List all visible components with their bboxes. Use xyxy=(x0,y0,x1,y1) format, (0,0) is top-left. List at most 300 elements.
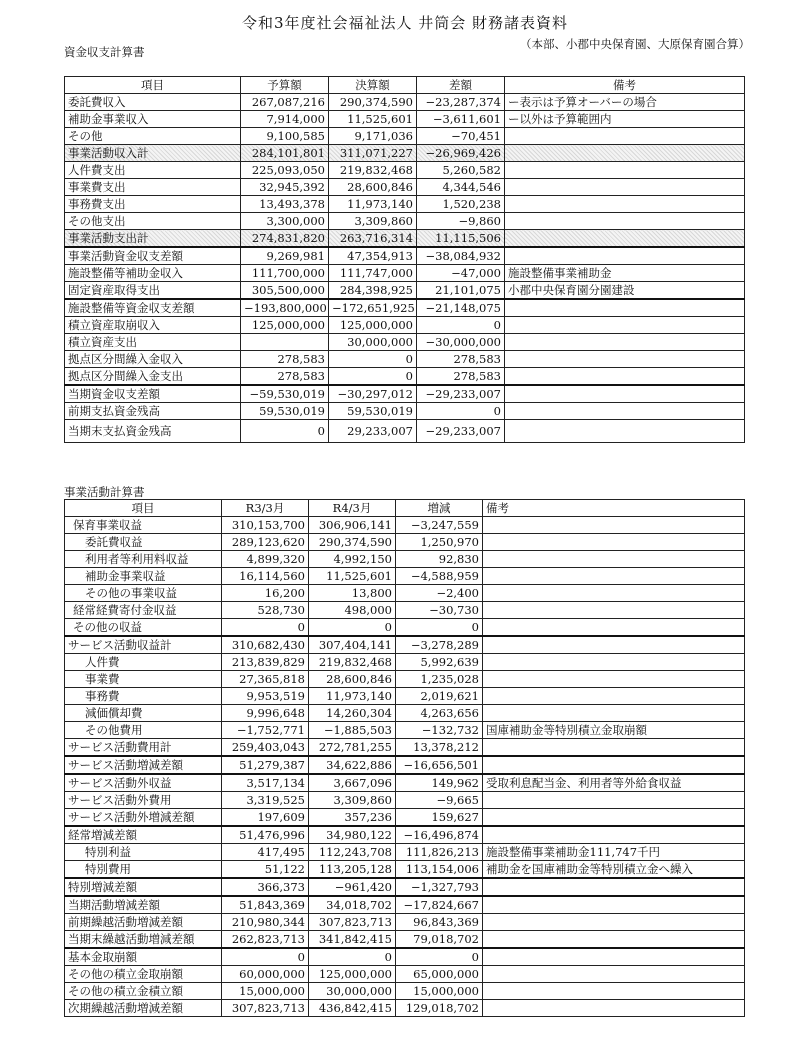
note-cell xyxy=(505,385,745,403)
note-cell xyxy=(505,420,745,443)
note-cell xyxy=(505,299,745,317)
change-cell: −16,656,501 xyxy=(396,756,483,774)
item-cell: 施設整備等資金収支差額 xyxy=(65,299,241,317)
column-header: 増減 xyxy=(396,500,483,517)
change-cell: −132,732 xyxy=(396,722,483,739)
change-cell: 113,154,006 xyxy=(396,861,483,879)
difference-cell: −29,233,007 xyxy=(417,385,505,403)
item-cell: 拠点区分間繰入金支出 xyxy=(65,368,241,386)
item-cell: その他の事業収益 xyxy=(65,585,222,602)
r3-amount-cell: 51,476,996 xyxy=(222,826,309,844)
change-cell: −2,400 xyxy=(396,585,483,602)
actual-amount-cell: 47,354,913 xyxy=(329,247,417,265)
r4-amount-cell: 30,000,000 xyxy=(309,983,396,1000)
item-cell: 次期繰越活動増減差額 xyxy=(65,1000,222,1017)
column-header: 項目 xyxy=(65,500,222,517)
r3-amount-cell: 51,279,387 xyxy=(222,756,309,774)
budget-amount-cell: 59,530,019 xyxy=(241,403,329,420)
note-cell: 小郡中央保育園分園建設 xyxy=(505,282,745,300)
note-cell xyxy=(483,826,745,844)
document-subtitle: （本部、小郡中央保育園、大原保育園合算） xyxy=(520,37,750,51)
budget-amount-cell: 0 xyxy=(241,420,329,443)
note-cell xyxy=(483,931,745,949)
note-cell xyxy=(483,914,745,931)
item-cell: サービス活動収益計 xyxy=(65,636,222,654)
difference-cell: −47,000 xyxy=(417,265,505,282)
actual-amount-cell: 125,000,000 xyxy=(329,317,417,334)
note-cell: 受取利息配当金、利用者等外給食収益 xyxy=(483,774,745,792)
note-cell xyxy=(483,602,745,619)
table-row xyxy=(65,111,745,128)
difference-cell: −26,969,426 xyxy=(417,145,505,162)
table-row xyxy=(65,809,745,827)
change-cell: 15,000,000 xyxy=(396,983,483,1000)
note-cell xyxy=(505,179,745,196)
column-header: 予算額 xyxy=(241,77,329,94)
r3-amount-cell: 51,122 xyxy=(222,861,309,879)
r4-amount-cell: 3,667,096 xyxy=(309,774,396,792)
actual-amount-cell: 59,530,019 xyxy=(329,403,417,420)
item-cell: サービス活動外収益 xyxy=(65,774,222,792)
note-cell xyxy=(505,128,745,145)
item-cell: 経常経費寄付金収益 xyxy=(65,602,222,619)
r4-amount-cell: 0 xyxy=(309,948,396,966)
table-row xyxy=(65,688,745,705)
r4-amount-cell: 34,980,122 xyxy=(309,826,396,844)
activity-section-label: 事業活動計算書 xyxy=(64,485,145,499)
r4-amount-cell: 498,000 xyxy=(309,602,396,619)
note-cell xyxy=(483,619,745,637)
change-cell: 5,992,639 xyxy=(396,654,483,671)
r3-amount-cell: 15,000,000 xyxy=(222,983,309,1000)
table-row xyxy=(65,602,745,619)
item-cell: 事務費支出 xyxy=(65,196,241,213)
item-cell: その他費用 xyxy=(65,722,222,739)
r3-amount-cell: 9,996,648 xyxy=(222,705,309,722)
actual-amount-cell: −172,651,925 xyxy=(329,299,417,317)
r4-amount-cell: 290,374,590 xyxy=(309,534,396,551)
note-cell xyxy=(505,213,745,230)
change-cell: 159,627 xyxy=(396,809,483,827)
r3-amount-cell: −1,752,771 xyxy=(222,722,309,739)
table-row xyxy=(65,517,745,534)
change-cell: −30,730 xyxy=(396,602,483,619)
r3-amount-cell: 210,980,344 xyxy=(222,914,309,931)
table-row xyxy=(65,196,745,213)
r4-amount-cell: 357,236 xyxy=(309,809,396,827)
note-cell xyxy=(505,162,745,179)
actual-amount-cell: 0 xyxy=(329,351,417,368)
note-cell xyxy=(483,705,745,722)
note-cell xyxy=(483,517,745,534)
item-cell: サービス活動費用計 xyxy=(65,739,222,757)
column-header: 備考 xyxy=(483,500,745,517)
budget-amount-cell: 9,269,981 xyxy=(241,247,329,265)
change-cell: 0 xyxy=(396,619,483,637)
note-cell xyxy=(483,654,745,671)
item-cell: 固定資産取得支出 xyxy=(65,282,241,300)
table-header-row xyxy=(65,500,745,517)
r4-amount-cell: 306,906,141 xyxy=(309,517,396,534)
item-cell: 積立資産支出 xyxy=(65,334,241,351)
actual-amount-cell: 311,071,227 xyxy=(329,145,417,162)
note-cell: 補助金を国庫補助金等特別積立金へ繰入 xyxy=(483,861,745,879)
change-cell: 96,843,369 xyxy=(396,914,483,931)
table-row xyxy=(65,826,745,844)
change-cell: 13,378,212 xyxy=(396,739,483,757)
budget-amount-cell: 305,500,000 xyxy=(241,282,329,300)
note-cell xyxy=(483,1000,745,1017)
change-cell: −3,247,559 xyxy=(396,517,483,534)
table-row xyxy=(65,128,745,145)
note-cell xyxy=(483,756,745,774)
note-cell xyxy=(483,878,745,896)
budget-amount-cell: 3,300,000 xyxy=(241,213,329,230)
r4-amount-cell: 307,823,713 xyxy=(309,914,396,931)
r4-amount-cell: −961,420 xyxy=(309,878,396,896)
r3-amount-cell: 3,319,525 xyxy=(222,792,309,809)
item-cell: 事業活動資金収支差額 xyxy=(65,247,241,265)
table-row xyxy=(65,551,745,568)
table-row xyxy=(65,265,745,282)
r4-amount-cell: 0 xyxy=(309,619,396,637)
item-cell: 人件費 xyxy=(65,654,222,671)
item-cell: 補助金事業収益 xyxy=(65,568,222,585)
item-cell: 事業費 xyxy=(65,671,222,688)
table-row xyxy=(65,914,745,931)
actual-amount-cell: 3,309,860 xyxy=(329,213,417,230)
difference-cell: 0 xyxy=(417,317,505,334)
actual-amount-cell: 9,171,036 xyxy=(329,128,417,145)
r3-amount-cell: 528,730 xyxy=(222,602,309,619)
item-cell: 前期繰越活動増減差額 xyxy=(65,914,222,931)
change-cell: 111,826,213 xyxy=(396,844,483,861)
column-header: 備考 xyxy=(505,77,745,94)
table-row xyxy=(65,351,745,368)
budget-amount-cell: 7,914,000 xyxy=(241,111,329,128)
r3-amount-cell: 289,123,620 xyxy=(222,534,309,551)
r3-amount-cell: 0 xyxy=(222,619,309,637)
table-row xyxy=(65,162,745,179)
r3-amount-cell: 4,899,320 xyxy=(222,551,309,568)
difference-cell: 21,101,075 xyxy=(417,282,505,300)
r4-amount-cell: 219,832,468 xyxy=(309,654,396,671)
document-title: 令和3年度社会福祉法人 井筒会 財務諸表資料 xyxy=(241,14,569,32)
column-header: 決算額 xyxy=(329,77,417,94)
item-cell: 施設整備等補助金収入 xyxy=(65,265,241,282)
item-cell: 減価償却費 xyxy=(65,705,222,722)
column-header: R3/3月 xyxy=(222,500,309,517)
table-row xyxy=(65,299,745,317)
difference-cell: 278,583 xyxy=(417,368,505,386)
note-cell xyxy=(483,534,745,551)
actual-amount-cell: 284,398,925 xyxy=(329,282,417,300)
note-cell xyxy=(483,809,745,827)
r4-amount-cell: 11,525,601 xyxy=(309,568,396,585)
r3-amount-cell: 16,200 xyxy=(222,585,309,602)
note-cell xyxy=(505,230,745,248)
table-row xyxy=(65,385,745,403)
r3-amount-cell: 9,953,519 xyxy=(222,688,309,705)
column-header: R4/3月 xyxy=(309,500,396,517)
actual-amount-cell: 0 xyxy=(329,368,417,386)
actual-amount-cell: 30,000,000 xyxy=(329,334,417,351)
note-cell xyxy=(505,247,745,265)
table-row xyxy=(65,568,745,585)
note-cell xyxy=(505,368,745,386)
item-cell: サービス活動外費用 xyxy=(65,792,222,809)
budget-amount-cell: −193,800,000 xyxy=(241,299,329,317)
r3-amount-cell: 366,373 xyxy=(222,878,309,896)
budget-section-label: 資金収支計算書 xyxy=(64,45,145,59)
item-cell: 委託費収益 xyxy=(65,534,222,551)
budget-amount-cell: 13,493,378 xyxy=(241,196,329,213)
change-cell: −9,665 xyxy=(396,792,483,809)
r4-amount-cell: 341,842,415 xyxy=(309,931,396,949)
item-cell: 当期資金収支差額 xyxy=(65,385,241,403)
table-row xyxy=(65,861,745,879)
r4-amount-cell: 307,404,141 xyxy=(309,636,396,654)
budget-amount-cell: 278,583 xyxy=(241,368,329,386)
change-cell: 79,018,702 xyxy=(396,931,483,949)
difference-cell: 278,583 xyxy=(417,351,505,368)
item-cell: サービス活動外増減差額 xyxy=(65,809,222,827)
item-cell: 補助金事業収入 xyxy=(65,111,241,128)
budget-amount-cell: 278,583 xyxy=(241,351,329,368)
item-cell: 事務費 xyxy=(65,688,222,705)
difference-cell: −23,287,374 xyxy=(417,94,505,111)
r3-amount-cell: 197,609 xyxy=(222,809,309,827)
difference-cell: −29,233,007 xyxy=(417,420,505,443)
r4-amount-cell: 14,260,304 xyxy=(309,705,396,722)
item-cell: 事業活動支出計 xyxy=(65,230,241,248)
budget-amount-cell: 125,000,000 xyxy=(241,317,329,334)
difference-cell: −38,084,932 xyxy=(417,247,505,265)
budget-table xyxy=(64,76,745,443)
r3-amount-cell: 16,114,560 xyxy=(222,568,309,585)
r4-amount-cell: 11,973,140 xyxy=(309,688,396,705)
r4-amount-cell: 3,309,860 xyxy=(309,792,396,809)
change-cell: 1,235,028 xyxy=(396,671,483,688)
difference-cell: 0 xyxy=(417,403,505,420)
note-cell xyxy=(483,896,745,914)
item-cell: 事業活動収入計 xyxy=(65,145,241,162)
item-cell: その他の積立金積立額 xyxy=(65,983,222,1000)
r3-amount-cell: 262,823,713 xyxy=(222,931,309,949)
r3-amount-cell: 51,843,369 xyxy=(222,896,309,914)
column-header: 項目 xyxy=(65,77,241,94)
item-cell: 経常増減差額 xyxy=(65,826,222,844)
change-cell: 1,250,970 xyxy=(396,534,483,551)
table-row xyxy=(65,705,745,722)
r3-amount-cell: 310,153,700 xyxy=(222,517,309,534)
actual-amount-cell: −30,297,012 xyxy=(329,385,417,403)
table-row xyxy=(65,722,745,739)
change-cell: 92,830 xyxy=(396,551,483,568)
table-row xyxy=(65,878,745,896)
r3-amount-cell: 3,517,134 xyxy=(222,774,309,792)
table-row xyxy=(65,896,745,914)
change-cell: 149,962 xyxy=(396,774,483,792)
note-cell xyxy=(505,145,745,162)
change-cell: 4,263,656 xyxy=(396,705,483,722)
table-row xyxy=(65,213,745,230)
item-cell: サービス活動増減差額 xyxy=(65,756,222,774)
difference-cell: −21,148,075 xyxy=(417,299,505,317)
r4-amount-cell: 34,018,702 xyxy=(309,896,396,914)
table-row xyxy=(65,179,745,196)
item-cell: その他 xyxy=(65,128,241,145)
actual-amount-cell: 11,973,140 xyxy=(329,196,417,213)
table-row xyxy=(65,334,745,351)
change-cell: 129,018,702 xyxy=(396,1000,483,1017)
actual-amount-cell: 29,233,007 xyxy=(329,420,417,443)
note-cell xyxy=(505,403,745,420)
note-cell xyxy=(483,948,745,966)
actual-amount-cell: 111,747,000 xyxy=(329,265,417,282)
item-cell: 委託費収入 xyxy=(65,94,241,111)
table-row xyxy=(65,739,745,757)
change-cell: 65,000,000 xyxy=(396,966,483,983)
note-cell: 国庫補助金等特別積立金取崩額 xyxy=(483,722,745,739)
table-row xyxy=(65,368,745,386)
difference-cell: 4,344,546 xyxy=(417,179,505,196)
note-cell xyxy=(483,792,745,809)
r4-amount-cell: 113,205,128 xyxy=(309,861,396,879)
item-cell: 事業費支出 xyxy=(65,179,241,196)
change-cell: −16,496,874 xyxy=(396,826,483,844)
item-cell: 特別利益 xyxy=(65,844,222,861)
item-cell: 当期末支払資金残高 xyxy=(65,420,241,443)
item-cell: 基本金取崩額 xyxy=(65,948,222,966)
table-row xyxy=(65,619,745,637)
change-cell: −4,588,959 xyxy=(396,568,483,585)
budget-amount-cell: 284,101,801 xyxy=(241,145,329,162)
difference-cell: 5,260,582 xyxy=(417,162,505,179)
actual-amount-cell: 11,525,601 xyxy=(329,111,417,128)
note-cell xyxy=(483,983,745,1000)
table-row xyxy=(65,317,745,334)
table-row xyxy=(65,948,745,966)
r3-amount-cell: 27,365,818 xyxy=(222,671,309,688)
table-row xyxy=(65,230,745,248)
note-cell xyxy=(483,688,745,705)
r4-amount-cell: 436,842,415 xyxy=(309,1000,396,1017)
note-cell xyxy=(505,317,745,334)
table-row xyxy=(65,774,745,792)
budget-amount-cell: 225,093,050 xyxy=(241,162,329,179)
r4-amount-cell: 125,000,000 xyxy=(309,966,396,983)
change-cell: −1,327,793 xyxy=(396,878,483,896)
r4-amount-cell: 34,622,886 xyxy=(309,756,396,774)
note-cell xyxy=(505,196,745,213)
r4-amount-cell: 272,781,255 xyxy=(309,739,396,757)
table-row xyxy=(65,247,745,265)
difference-cell: 1,520,238 xyxy=(417,196,505,213)
note-cell: 施設整備事業補助金111,747千円 xyxy=(483,844,745,861)
note-cell xyxy=(483,966,745,983)
item-cell: 人件費支出 xyxy=(65,162,241,179)
budget-amount-cell: 267,087,216 xyxy=(241,94,329,111)
table-header-row xyxy=(65,77,745,94)
difference-cell: −70,451 xyxy=(417,128,505,145)
change-cell: 0 xyxy=(396,948,483,966)
r3-amount-cell: 213,839,829 xyxy=(222,654,309,671)
note-cell xyxy=(483,671,745,688)
note-cell: ー表示は予算オーバーの場合 xyxy=(505,94,745,111)
item-cell: その他支出 xyxy=(65,213,241,230)
r4-amount-cell: 13,800 xyxy=(309,585,396,602)
actual-amount-cell: 290,374,590 xyxy=(329,94,417,111)
actual-amount-cell: 263,716,314 xyxy=(329,230,417,248)
difference-cell: −9,860 xyxy=(417,213,505,230)
table-row xyxy=(65,654,745,671)
item-cell: その他の収益 xyxy=(65,619,222,637)
change-cell: −3,278,289 xyxy=(396,636,483,654)
table-row xyxy=(65,585,745,602)
table-row xyxy=(65,403,745,420)
item-cell: 拠点区分間繰入金収入 xyxy=(65,351,241,368)
table-row xyxy=(65,931,745,949)
table-row xyxy=(65,282,745,300)
item-cell: 特別増減差額 xyxy=(65,878,222,896)
note-cell xyxy=(483,551,745,568)
item-cell: 当期末繰越活動増減差額 xyxy=(65,931,222,949)
budget-amount-cell: 9,100,585 xyxy=(241,128,329,145)
budget-amount-cell: 32,945,392 xyxy=(241,179,329,196)
column-header: 差額 xyxy=(417,77,505,94)
difference-cell: −30,000,000 xyxy=(417,334,505,351)
note-cell xyxy=(505,351,745,368)
table-row xyxy=(65,145,745,162)
r3-amount-cell: 60,000,000 xyxy=(222,966,309,983)
r3-amount-cell: 259,403,043 xyxy=(222,739,309,757)
note-cell xyxy=(483,739,745,757)
item-cell: 前期支払資金残高 xyxy=(65,403,241,420)
table-row xyxy=(65,792,745,809)
budget-amount-cell: 274,831,820 xyxy=(241,230,329,248)
note-cell: ー以外は予算範囲内 xyxy=(505,111,745,128)
item-cell: 利用者等利用料収益 xyxy=(65,551,222,568)
r4-amount-cell: 28,600,846 xyxy=(309,671,396,688)
table-row xyxy=(65,420,745,443)
note-cell xyxy=(483,585,745,602)
r3-amount-cell: 307,823,713 xyxy=(222,1000,309,1017)
table-row xyxy=(65,671,745,688)
actual-amount-cell: 219,832,468 xyxy=(329,162,417,179)
table-row xyxy=(65,756,745,774)
budget-amount-cell: −59,530,019 xyxy=(241,385,329,403)
note-cell xyxy=(483,636,745,654)
item-cell: 積立資産取崩収入 xyxy=(65,317,241,334)
r3-amount-cell: 0 xyxy=(222,948,309,966)
budget-amount-cell xyxy=(241,334,329,351)
r4-amount-cell: 4,992,150 xyxy=(309,551,396,568)
r4-amount-cell: −1,885,503 xyxy=(309,722,396,739)
budget-amount-cell: 111,700,000 xyxy=(241,265,329,282)
table-row xyxy=(65,966,745,983)
table-row xyxy=(65,94,745,111)
item-cell: 保育事業収益 xyxy=(65,517,222,534)
change-cell: −17,824,667 xyxy=(396,896,483,914)
table-row xyxy=(65,534,745,551)
table-row xyxy=(65,844,745,861)
actual-amount-cell: 28,600,846 xyxy=(329,179,417,196)
activity-table xyxy=(64,499,745,1017)
table-row xyxy=(65,983,745,1000)
difference-cell: −3,611,601 xyxy=(417,111,505,128)
r4-amount-cell: 112,243,708 xyxy=(309,844,396,861)
